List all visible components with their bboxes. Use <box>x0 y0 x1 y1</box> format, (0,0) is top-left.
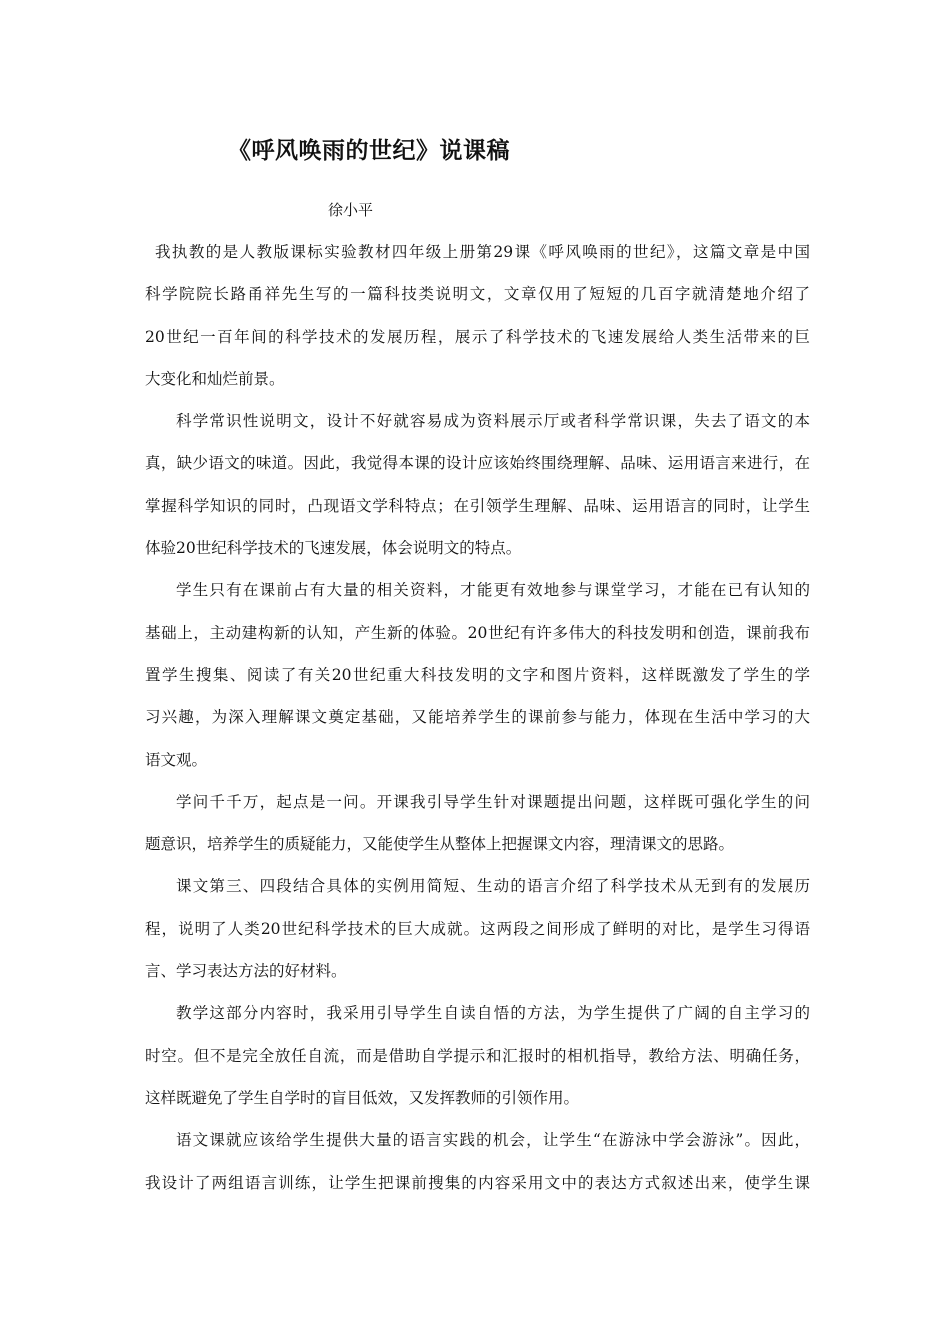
paragraph <box>145 400 810 569</box>
text-line: 置学生搜集、阅读了有关20世纪重大科技发明的文字和图片资料，这样既激发了学生的学 <box>145 665 810 684</box>
text-line: 我执教的是人教版课标实验教材四年级上册第29课《呼风唤雨的世纪》，这篇文章是中国 <box>155 243 810 261</box>
text-line: 语文课就应该给学生提供大量的语言实践的机会，让学生“在游泳中学会游泳”。因此， <box>176 1131 810 1150</box>
text-line: 这样既避免了学生自学时的盲目低效，又发挥教师的引领作用。 <box>145 1088 580 1107</box>
text-line: 科学常识性说明文，设计不好就容易成为资料展示厅或者科学常识课，失去了语文的本 <box>176 412 810 431</box>
document-title: 《呼风唤雨的世纪》说课稿 <box>228 137 510 164</box>
paragraph <box>145 992 810 1119</box>
text-line: 程，说明了人类20世纪科学技术的巨大成就。这两段之间形成了鲜明的对比，是学生习得语 <box>145 919 810 938</box>
text-line: 科学院院长路甬祥先生写的一篇科技类说明文，文章仅用了短短的几百字就清楚地介绍了 <box>145 285 810 304</box>
text-line: 我设计了两组语言训练，让学生把课前搜集的内容采用文中的表达方式叙述出来，使学生课 <box>145 1173 810 1192</box>
text-line: 20世纪一百年间的科学技术的发展历程，展示了科学技术的飞速发展给人类生活带来的巨 <box>145 327 810 346</box>
text-line: 时空。但不是完全放任自流，而是借助自学提示和汇报时的相机指导，教给方法、明确任务， <box>145 1046 810 1065</box>
text-line: 题意识，培养学生的质疑能力，又能使学生从整体上把握课文内容，理清课文的思路。 <box>145 835 735 854</box>
text-line: 课文第三、四段结合具体的实例用简短、生动的语言介绍了科学技术从无到有的发展历 <box>176 877 810 896</box>
text-line: 体验20世纪科学技术的飞速发展，体会说明文的特点。 <box>145 539 522 558</box>
paragraph <box>145 569 810 780</box>
document-author: 徐小平 <box>328 201 374 219</box>
paragraph <box>145 231 810 400</box>
paragraph <box>145 865 810 992</box>
text-line: 教学这部分内容时，我采用引导学生自读自悟的方法，为学生提供了广阔的自主学习的 <box>176 1004 810 1023</box>
paragraph <box>145 781 810 866</box>
text-line: 习兴趣，为深入理解课文奠定基础，又能培养学生的课前参与能力，体现在生活中学习的大 <box>145 708 810 727</box>
text-line: 大变化和灿烂前景。 <box>145 369 285 388</box>
paragraph <box>145 1119 810 1204</box>
document-body <box>145 231 810 1204</box>
text-line: 语文观。 <box>145 750 208 769</box>
text-line: 真，缺少语文的味道。因此，我觉得本课的设计应该始终围绕理解、品味、运用语言来进行，在 <box>145 454 810 473</box>
text-line: 学生只有在课前占有大量的相关资料，才能更有效地参与课堂学习，才能在已有认知的 <box>176 581 810 600</box>
text-line: 基础上，主动建构新的认知，产生新的体验。20世纪有许多伟大的科技发明和创造，课前我布 <box>145 623 810 642</box>
text-line: 学问千千万，起点是一问。开课我引导学生针对课题提出问题，这样既可强化学生的问 <box>176 792 810 811</box>
text-line: 言、学习表达方法的好材料。 <box>145 962 347 981</box>
text-line: 掌握科学知识的同时，凸现语文学科特点；在引领学生理解、品味、运用语言的同时，让学生 <box>145 496 810 515</box>
